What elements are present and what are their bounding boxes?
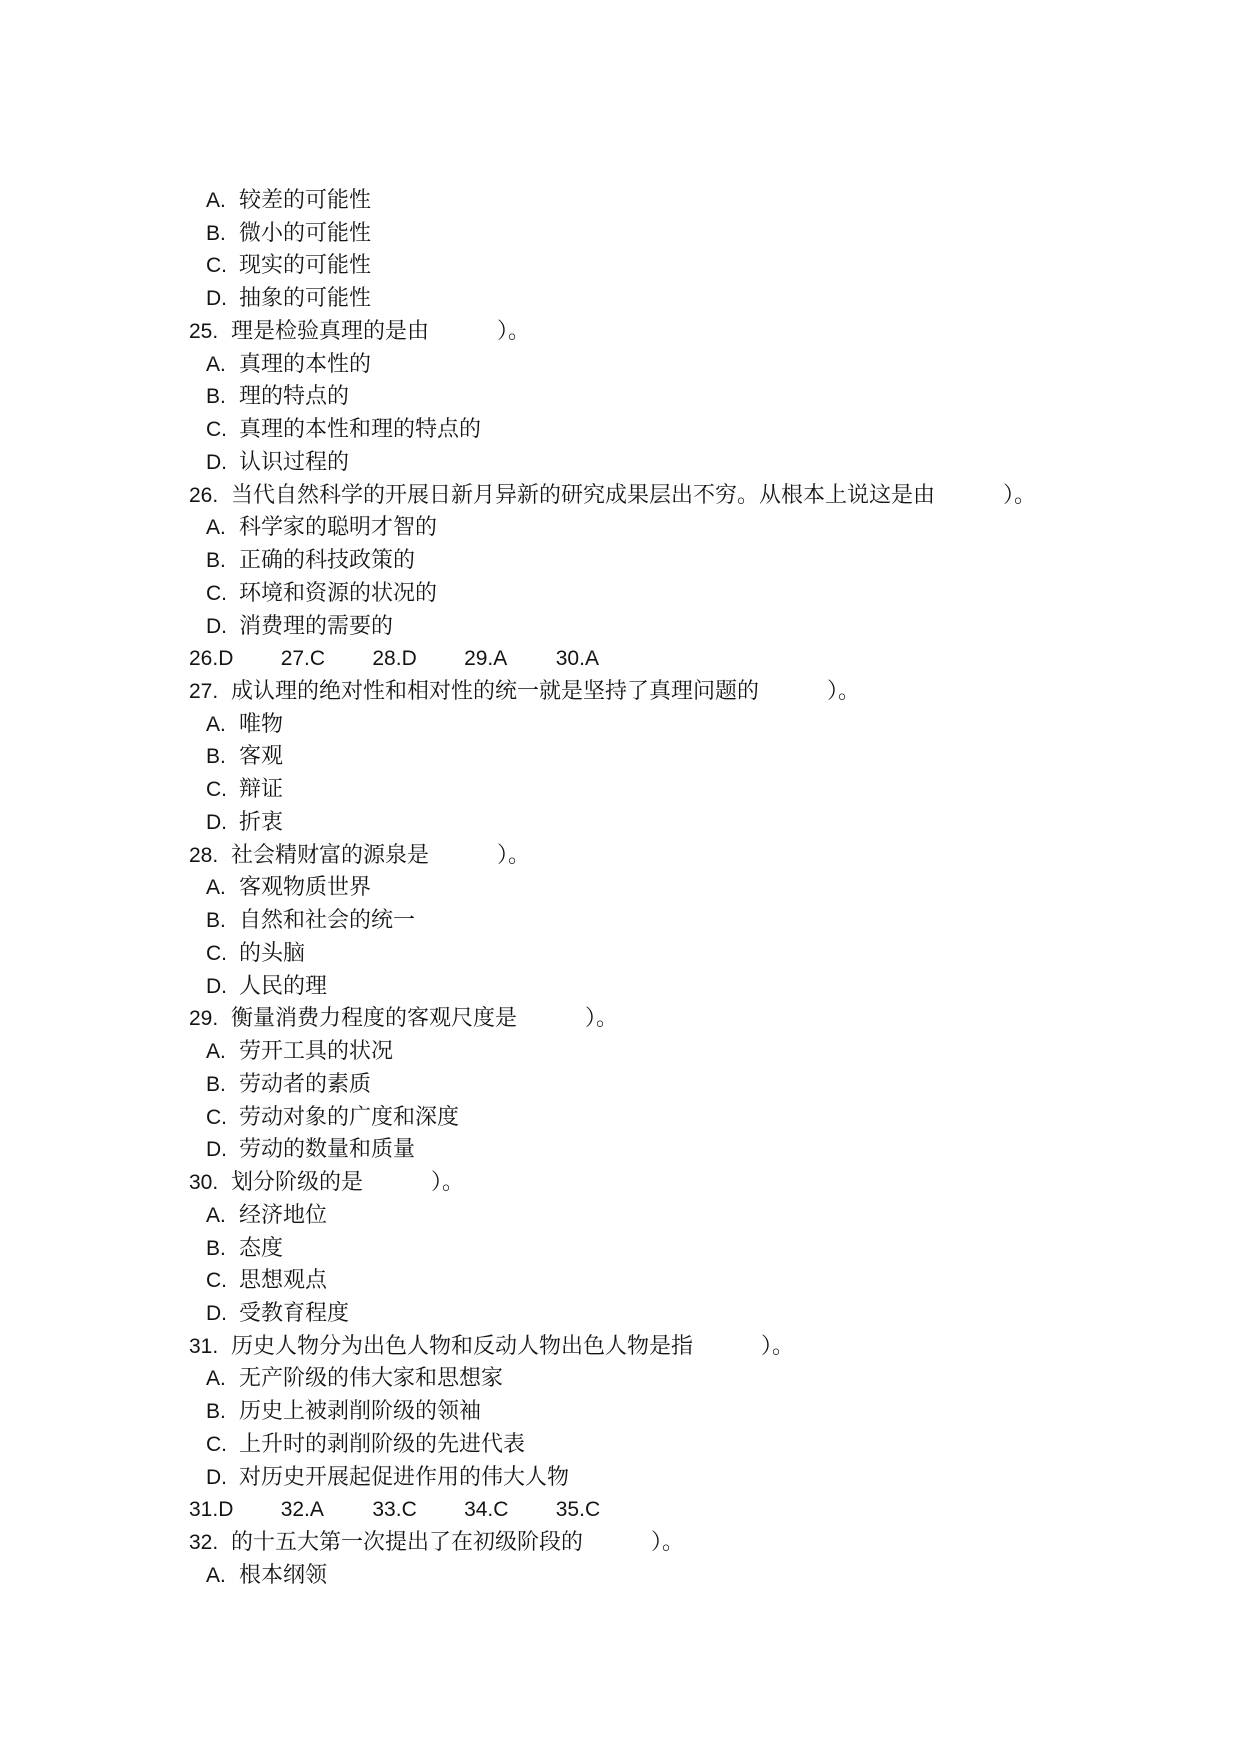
option-text: 思想观点 bbox=[239, 1268, 328, 1294]
option-text: 上升时的剥削阶级的先进代表 bbox=[239, 1431, 526, 1457]
option-text: 根本纲领 bbox=[239, 1562, 328, 1588]
option-c bbox=[0, 414, 1241, 447]
question-31 bbox=[0, 1331, 1241, 1364]
option-a bbox=[0, 1560, 1241, 1593]
option-text: 较差的可能性 bbox=[239, 188, 372, 213]
question-number: 26. bbox=[189, 483, 219, 507]
question-number: 25. bbox=[189, 319, 219, 343]
question-25 bbox=[0, 316, 1241, 349]
question-stem: 理是检验真理的是由 bbox=[231, 318, 430, 344]
option-c bbox=[0, 578, 1241, 611]
answer-key: 27.C bbox=[280, 647, 326, 671]
answer-key: 26.D bbox=[189, 647, 234, 671]
option-letter: C. bbox=[206, 778, 227, 802]
question-close: ）。 bbox=[827, 679, 861, 705]
option-text: 真理的本性的 bbox=[239, 351, 372, 377]
option-letter: A. bbox=[206, 712, 226, 736]
question-close: ）。 bbox=[497, 842, 531, 868]
question-number: 27. bbox=[189, 680, 219, 704]
answer-key: 28.D bbox=[372, 647, 417, 671]
option-b bbox=[0, 1233, 1241, 1266]
option-letter: C. bbox=[206, 941, 227, 965]
option-letter: C. bbox=[206, 1432, 227, 1456]
option-text: 真理的本性和理的特点的 bbox=[239, 417, 482, 443]
question-number: 29. bbox=[189, 1007, 219, 1031]
option-text: 劳动者的素质 bbox=[239, 1071, 372, 1097]
option-letter: A. bbox=[206, 876, 226, 900]
option-d bbox=[0, 1134, 1241, 1167]
option-d bbox=[0, 1298, 1241, 1331]
option-text: 微小的可能性 bbox=[239, 220, 372, 246]
question-stem: 衡量消费力程度的客观尺度是 bbox=[231, 1006, 518, 1032]
option-text: 认识过程的 bbox=[239, 449, 350, 475]
option-letter: A. bbox=[206, 1367, 226, 1391]
option-d bbox=[0, 807, 1241, 840]
option-d bbox=[0, 611, 1241, 644]
option-d bbox=[0, 1462, 1241, 1495]
option-a bbox=[0, 185, 1241, 218]
question-close: ）。 bbox=[761, 1333, 795, 1359]
option-a bbox=[0, 709, 1241, 742]
option-text: 抽象的可能性 bbox=[239, 286, 372, 312]
option-letter: D. bbox=[206, 1465, 227, 1489]
option-b bbox=[0, 545, 1241, 578]
option-letter: A. bbox=[206, 1203, 226, 1227]
option-c bbox=[0, 250, 1241, 283]
option-b bbox=[0, 1396, 1241, 1429]
option-text: 客观 bbox=[239, 744, 284, 770]
option-text: 无产阶级的伟大家和思想家 bbox=[239, 1366, 504, 1392]
option-text: 劳动的数量和质量 bbox=[239, 1137, 416, 1163]
option-letter: D. bbox=[206, 810, 227, 834]
option-letter: A. bbox=[206, 189, 226, 212]
answer-key: 33.C bbox=[372, 1498, 417, 1522]
question-26 bbox=[0, 480, 1241, 513]
option-letter: D. bbox=[206, 450, 227, 474]
option-b bbox=[0, 1069, 1241, 1102]
option-text: 理的特点的 bbox=[239, 384, 350, 410]
option-c bbox=[0, 1429, 1241, 1462]
question-close: ）。 bbox=[431, 1170, 465, 1196]
question-32 bbox=[0, 1527, 1241, 1560]
question-stem: 历史人物分为出色人物和反动人物出色人物是指 bbox=[231, 1333, 694, 1359]
option-letter: B. bbox=[206, 745, 226, 769]
option-a bbox=[0, 1200, 1241, 1233]
option-letter: B. bbox=[206, 1400, 226, 1424]
answer-key: 32.A bbox=[280, 1498, 324, 1522]
option-b bbox=[0, 741, 1241, 774]
option-text: 受教育程度 bbox=[239, 1300, 350, 1326]
option-text: 折衷 bbox=[239, 809, 284, 835]
option-letter: B. bbox=[206, 909, 226, 933]
question-stem: 社会精财富的源泉是 bbox=[231, 842, 430, 868]
option-text: 劳开工具的状况 bbox=[239, 1039, 394, 1065]
option-text: 科学家的聪明才智的 bbox=[239, 515, 438, 541]
option-a bbox=[0, 512, 1241, 545]
option-text: 环境和资源的状况的 bbox=[239, 580, 438, 606]
option-c bbox=[0, 938, 1241, 971]
question-stem: 划分阶级的是 bbox=[231, 1170, 364, 1196]
answer-key: 30.A bbox=[555, 647, 599, 671]
option-text: 态度 bbox=[239, 1235, 284, 1261]
option-letter: A. bbox=[206, 352, 226, 376]
option-text: 人民的理 bbox=[239, 973, 328, 999]
question-number: 30. bbox=[189, 1171, 219, 1195]
option-a bbox=[0, 1036, 1241, 1069]
question-30 bbox=[0, 1167, 1241, 1200]
option-letter: D. bbox=[206, 614, 227, 638]
option-letter: B. bbox=[206, 1236, 226, 1260]
question-stem: 当代自然科学的开展日新月异新的研究成果层出不穷。从根本上说这是由 bbox=[231, 482, 936, 508]
option-text: 客观物质世界 bbox=[239, 875, 372, 901]
answer-key-row bbox=[0, 643, 1241, 676]
option-d bbox=[0, 447, 1241, 480]
option-text: 正确的科技政策的 bbox=[239, 548, 416, 574]
question-28 bbox=[0, 840, 1241, 873]
option-text: 的头脑 bbox=[239, 940, 306, 966]
answer-key: 29.A bbox=[464, 647, 508, 671]
option-b bbox=[0, 218, 1241, 251]
answer-key-row bbox=[0, 1494, 1241, 1527]
option-text: 辩证 bbox=[239, 777, 284, 803]
option-d bbox=[0, 283, 1241, 316]
option-letter: C. bbox=[206, 1269, 227, 1293]
option-letter: C. bbox=[206, 418, 227, 442]
option-a bbox=[0, 349, 1241, 382]
option-letter: C. bbox=[206, 1105, 227, 1129]
option-text: 唯物 bbox=[239, 711, 284, 737]
answer-key: 31.D bbox=[189, 1498, 234, 1522]
option-text: 自然和社会的统一 bbox=[239, 908, 416, 934]
option-letter: B. bbox=[206, 385, 226, 409]
option-text: 现实的可能性 bbox=[239, 253, 372, 279]
option-d bbox=[0, 971, 1241, 1004]
question-close: ）。 bbox=[651, 1530, 685, 1556]
option-letter: C. bbox=[206, 581, 227, 605]
question-27 bbox=[0, 676, 1241, 709]
question-close: ）。 bbox=[497, 318, 531, 344]
option-letter: B. bbox=[206, 221, 226, 245]
option-b bbox=[0, 381, 1241, 414]
question-number: 32. bbox=[189, 1531, 219, 1555]
option-letter: A. bbox=[206, 1563, 226, 1587]
option-text: 经济地位 bbox=[239, 1202, 328, 1228]
question-close: ）。 bbox=[585, 1006, 619, 1032]
option-letter: B. bbox=[206, 549, 226, 573]
option-a bbox=[0, 1363, 1241, 1396]
option-a bbox=[0, 872, 1241, 905]
option-text: 劳动对象的广度和深度 bbox=[239, 1104, 460, 1130]
question-list bbox=[0, 185, 1241, 1593]
question-stem: 的十五大第一次提出了在初级阶段的 bbox=[231, 1530, 584, 1556]
option-letter: A. bbox=[206, 516, 226, 540]
option-b bbox=[0, 905, 1241, 938]
answer-key: 34.C bbox=[464, 1498, 509, 1522]
option-text: 历史上被剥削阶级的领袖 bbox=[239, 1399, 482, 1425]
option-letter: D. bbox=[206, 1301, 227, 1325]
question-29 bbox=[0, 1003, 1241, 1036]
option-c bbox=[0, 1265, 1241, 1298]
option-text: 对历史开展起促进作用的伟大人物 bbox=[239, 1464, 570, 1490]
question-number: 31. bbox=[189, 1334, 219, 1358]
option-letter: C. bbox=[206, 254, 227, 278]
option-c bbox=[0, 774, 1241, 807]
question-number: 28. bbox=[189, 843, 219, 867]
option-text: 消费理的需要的 bbox=[239, 613, 394, 639]
question-close: ）。 bbox=[1003, 482, 1037, 508]
option-letter: D. bbox=[206, 1138, 227, 1162]
option-letter: D. bbox=[206, 974, 227, 998]
answer-key: 35.C bbox=[555, 1498, 601, 1522]
option-c bbox=[0, 1102, 1241, 1135]
option-letter: B. bbox=[206, 1072, 226, 1096]
option-letter: A. bbox=[206, 1040, 226, 1064]
question-stem: 成认理的绝对性和相对性的统一就是坚持了真理问题的 bbox=[231, 679, 760, 705]
option-letter: D. bbox=[206, 287, 227, 311]
